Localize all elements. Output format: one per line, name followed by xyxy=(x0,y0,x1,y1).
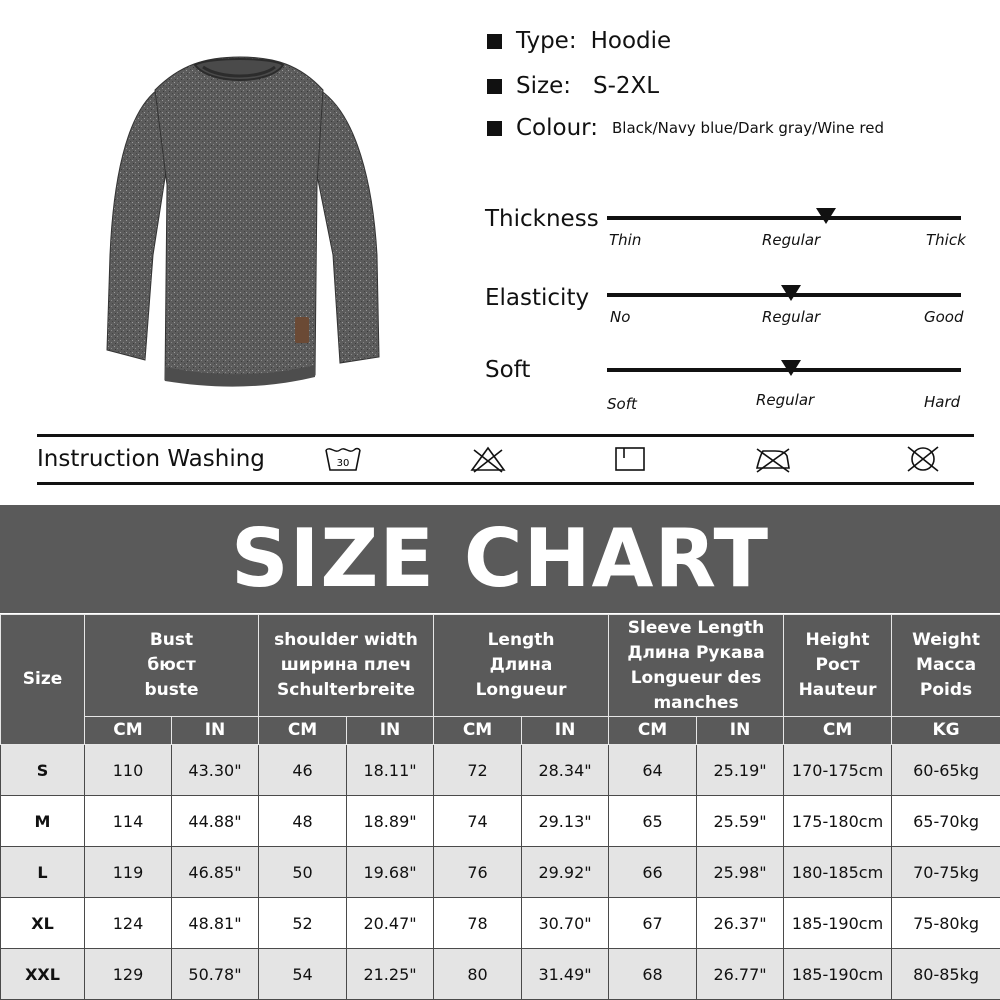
spec-type-key: Type: xyxy=(516,28,577,54)
bust-header: Bust бюст buste xyxy=(85,615,259,717)
table-cell: 74 xyxy=(434,796,522,847)
size-chart-title: SIZE CHART xyxy=(230,512,770,605)
table-cell: 20.47" xyxy=(347,898,434,949)
table-cell: 44.88" xyxy=(172,796,259,847)
unit-header: IN xyxy=(172,717,259,745)
table-cell: 50.78" xyxy=(172,949,259,1000)
table-cell: 75-80kg xyxy=(892,898,1000,949)
size-table xyxy=(0,614,1000,1000)
table-cell: 46 xyxy=(259,745,347,796)
spec-size-key: Size: xyxy=(516,73,571,99)
scale-marker-icon xyxy=(781,360,801,376)
scale-left-label: Thin xyxy=(609,231,642,249)
bullet-icon xyxy=(487,34,502,49)
size-table-body xyxy=(1,745,1000,1000)
table-cell: 124 xyxy=(85,898,172,949)
table-cell: 170-175cm xyxy=(784,745,892,796)
table-cell: 26.77" xyxy=(697,949,784,1000)
scale-right-label: Thick xyxy=(926,231,966,249)
table-cell: 18.11" xyxy=(347,745,434,796)
length-header: Length Длина Longueur xyxy=(434,615,609,717)
size-cell: XXL xyxy=(1,949,85,1000)
spec-colour-key: Colour: xyxy=(516,115,598,141)
table-cell: 76 xyxy=(434,847,522,898)
size-cell: L xyxy=(1,847,85,898)
table-cell: 43.30" xyxy=(172,745,259,796)
no-bleach-icon xyxy=(468,444,508,474)
no-dry-clean-icon xyxy=(903,444,943,474)
table-cell: 180-185cm xyxy=(784,847,892,898)
bullet-icon xyxy=(487,79,502,94)
table-cell: 185-190cm xyxy=(784,949,892,1000)
scale-mid-label: Regular xyxy=(756,391,815,409)
scale-mid-label: Regular xyxy=(762,308,821,326)
spec-colour xyxy=(487,115,884,141)
table-cell: 64 xyxy=(609,745,697,796)
table-cell: 65 xyxy=(609,796,697,847)
table-cell: 29.92" xyxy=(522,847,609,898)
scale-left-label: Soft xyxy=(607,395,637,413)
table-cell: 29.13" xyxy=(522,796,609,847)
size-cell: S xyxy=(1,745,85,796)
table-cell: 185-190cm xyxy=(784,898,892,949)
table-cell: 18.89" xyxy=(347,796,434,847)
table-cell: 67 xyxy=(609,898,697,949)
table-cell: 50 xyxy=(259,847,347,898)
shoulder-header: shoulder width ширина плеч Schulterbreite xyxy=(259,615,434,717)
table-cell: 60-65kg xyxy=(892,745,1000,796)
scale-line xyxy=(607,216,961,220)
table-row xyxy=(1,949,1000,1000)
table-cell: 25.59" xyxy=(697,796,784,847)
product-image xyxy=(95,45,395,395)
table-cell: 19.68" xyxy=(347,847,434,898)
table-cell: 25.19" xyxy=(697,745,784,796)
unit-header: CM xyxy=(784,717,892,745)
wash-title: Instruction Washing xyxy=(37,446,265,472)
scale-mid-label: Regular xyxy=(762,231,821,249)
table-cell: 110 xyxy=(85,745,172,796)
unit-header: CM xyxy=(434,717,522,745)
table-row xyxy=(1,898,1000,949)
scale-title: Elasticity xyxy=(485,285,590,311)
size-cell: XL xyxy=(1,898,85,949)
table-cell: 54 xyxy=(259,949,347,1000)
table-cell: 65-70kg xyxy=(892,796,1000,847)
scale-marker-icon xyxy=(816,208,836,224)
spec-size-value: S-2XL xyxy=(592,73,660,99)
size-cell: M xyxy=(1,796,85,847)
table-cell: 25.98" xyxy=(697,847,784,898)
table-cell: 119 xyxy=(85,847,172,898)
height-header: Height Рост Hauteur xyxy=(784,615,892,717)
scale-title: Soft xyxy=(485,357,531,383)
weight-header: Weight Масса Poids xyxy=(892,615,1000,717)
table-cell: 70-75kg xyxy=(892,847,1000,898)
spec-colour-value: Black/Navy blue/Dark gray/Wine red xyxy=(611,119,884,137)
unit-header: IN xyxy=(522,717,609,745)
wash-top-rule xyxy=(37,434,974,437)
unit-header: CM xyxy=(609,717,697,745)
table-cell: 26.37" xyxy=(697,898,784,949)
table-cell: 78 xyxy=(434,898,522,949)
table-cell: 30.70" xyxy=(522,898,609,949)
table-cell: 80 xyxy=(434,949,522,1000)
unit-header: CM xyxy=(259,717,347,745)
spec-type-value: Hoodie xyxy=(590,28,672,54)
bullet-icon xyxy=(487,121,502,136)
unit-header: CM xyxy=(85,717,172,745)
spec-size xyxy=(487,73,659,99)
unit-header: IN xyxy=(697,717,784,745)
unit-header: KG xyxy=(892,717,1000,745)
table-cell: 66 xyxy=(609,847,697,898)
table-cell: 175-180cm xyxy=(784,796,892,847)
table-cell: 21.25" xyxy=(347,949,434,1000)
no-iron-icon xyxy=(753,444,793,474)
sleeve-header: Sleeve Length Длина Рукава Longueur des manches xyxy=(609,615,784,717)
scale-right-label: Hard xyxy=(924,393,961,411)
table-cell: 52 xyxy=(259,898,347,949)
table-cell: 72 xyxy=(434,745,522,796)
scale-right-label: Good xyxy=(924,308,964,326)
table-cell: 46.85" xyxy=(172,847,259,898)
table-cell: 129 xyxy=(85,949,172,1000)
table-cell: 80-85kg xyxy=(892,949,1000,1000)
wash-30-icon xyxy=(323,444,363,474)
scale-left-label: No xyxy=(610,308,631,326)
line-dry-icon xyxy=(610,444,650,474)
table-row xyxy=(1,847,1000,898)
table-row xyxy=(1,745,1000,796)
wash-bottom-rule xyxy=(37,482,974,485)
table-row xyxy=(1,796,1000,847)
table-cell: 48.81" xyxy=(172,898,259,949)
table-cell: 31.49" xyxy=(522,949,609,1000)
unit-header: IN xyxy=(347,717,434,745)
scale-title: Thickness xyxy=(485,206,599,232)
scale-marker-icon xyxy=(781,285,801,301)
table-cell: 114 xyxy=(85,796,172,847)
table-cell: 68 xyxy=(609,949,697,1000)
table-cell: 48 xyxy=(259,796,347,847)
table-cell: 28.34" xyxy=(522,745,609,796)
size-header: Size xyxy=(1,615,85,745)
svg-text:30: 30 xyxy=(336,458,350,469)
spec-type xyxy=(487,28,671,54)
